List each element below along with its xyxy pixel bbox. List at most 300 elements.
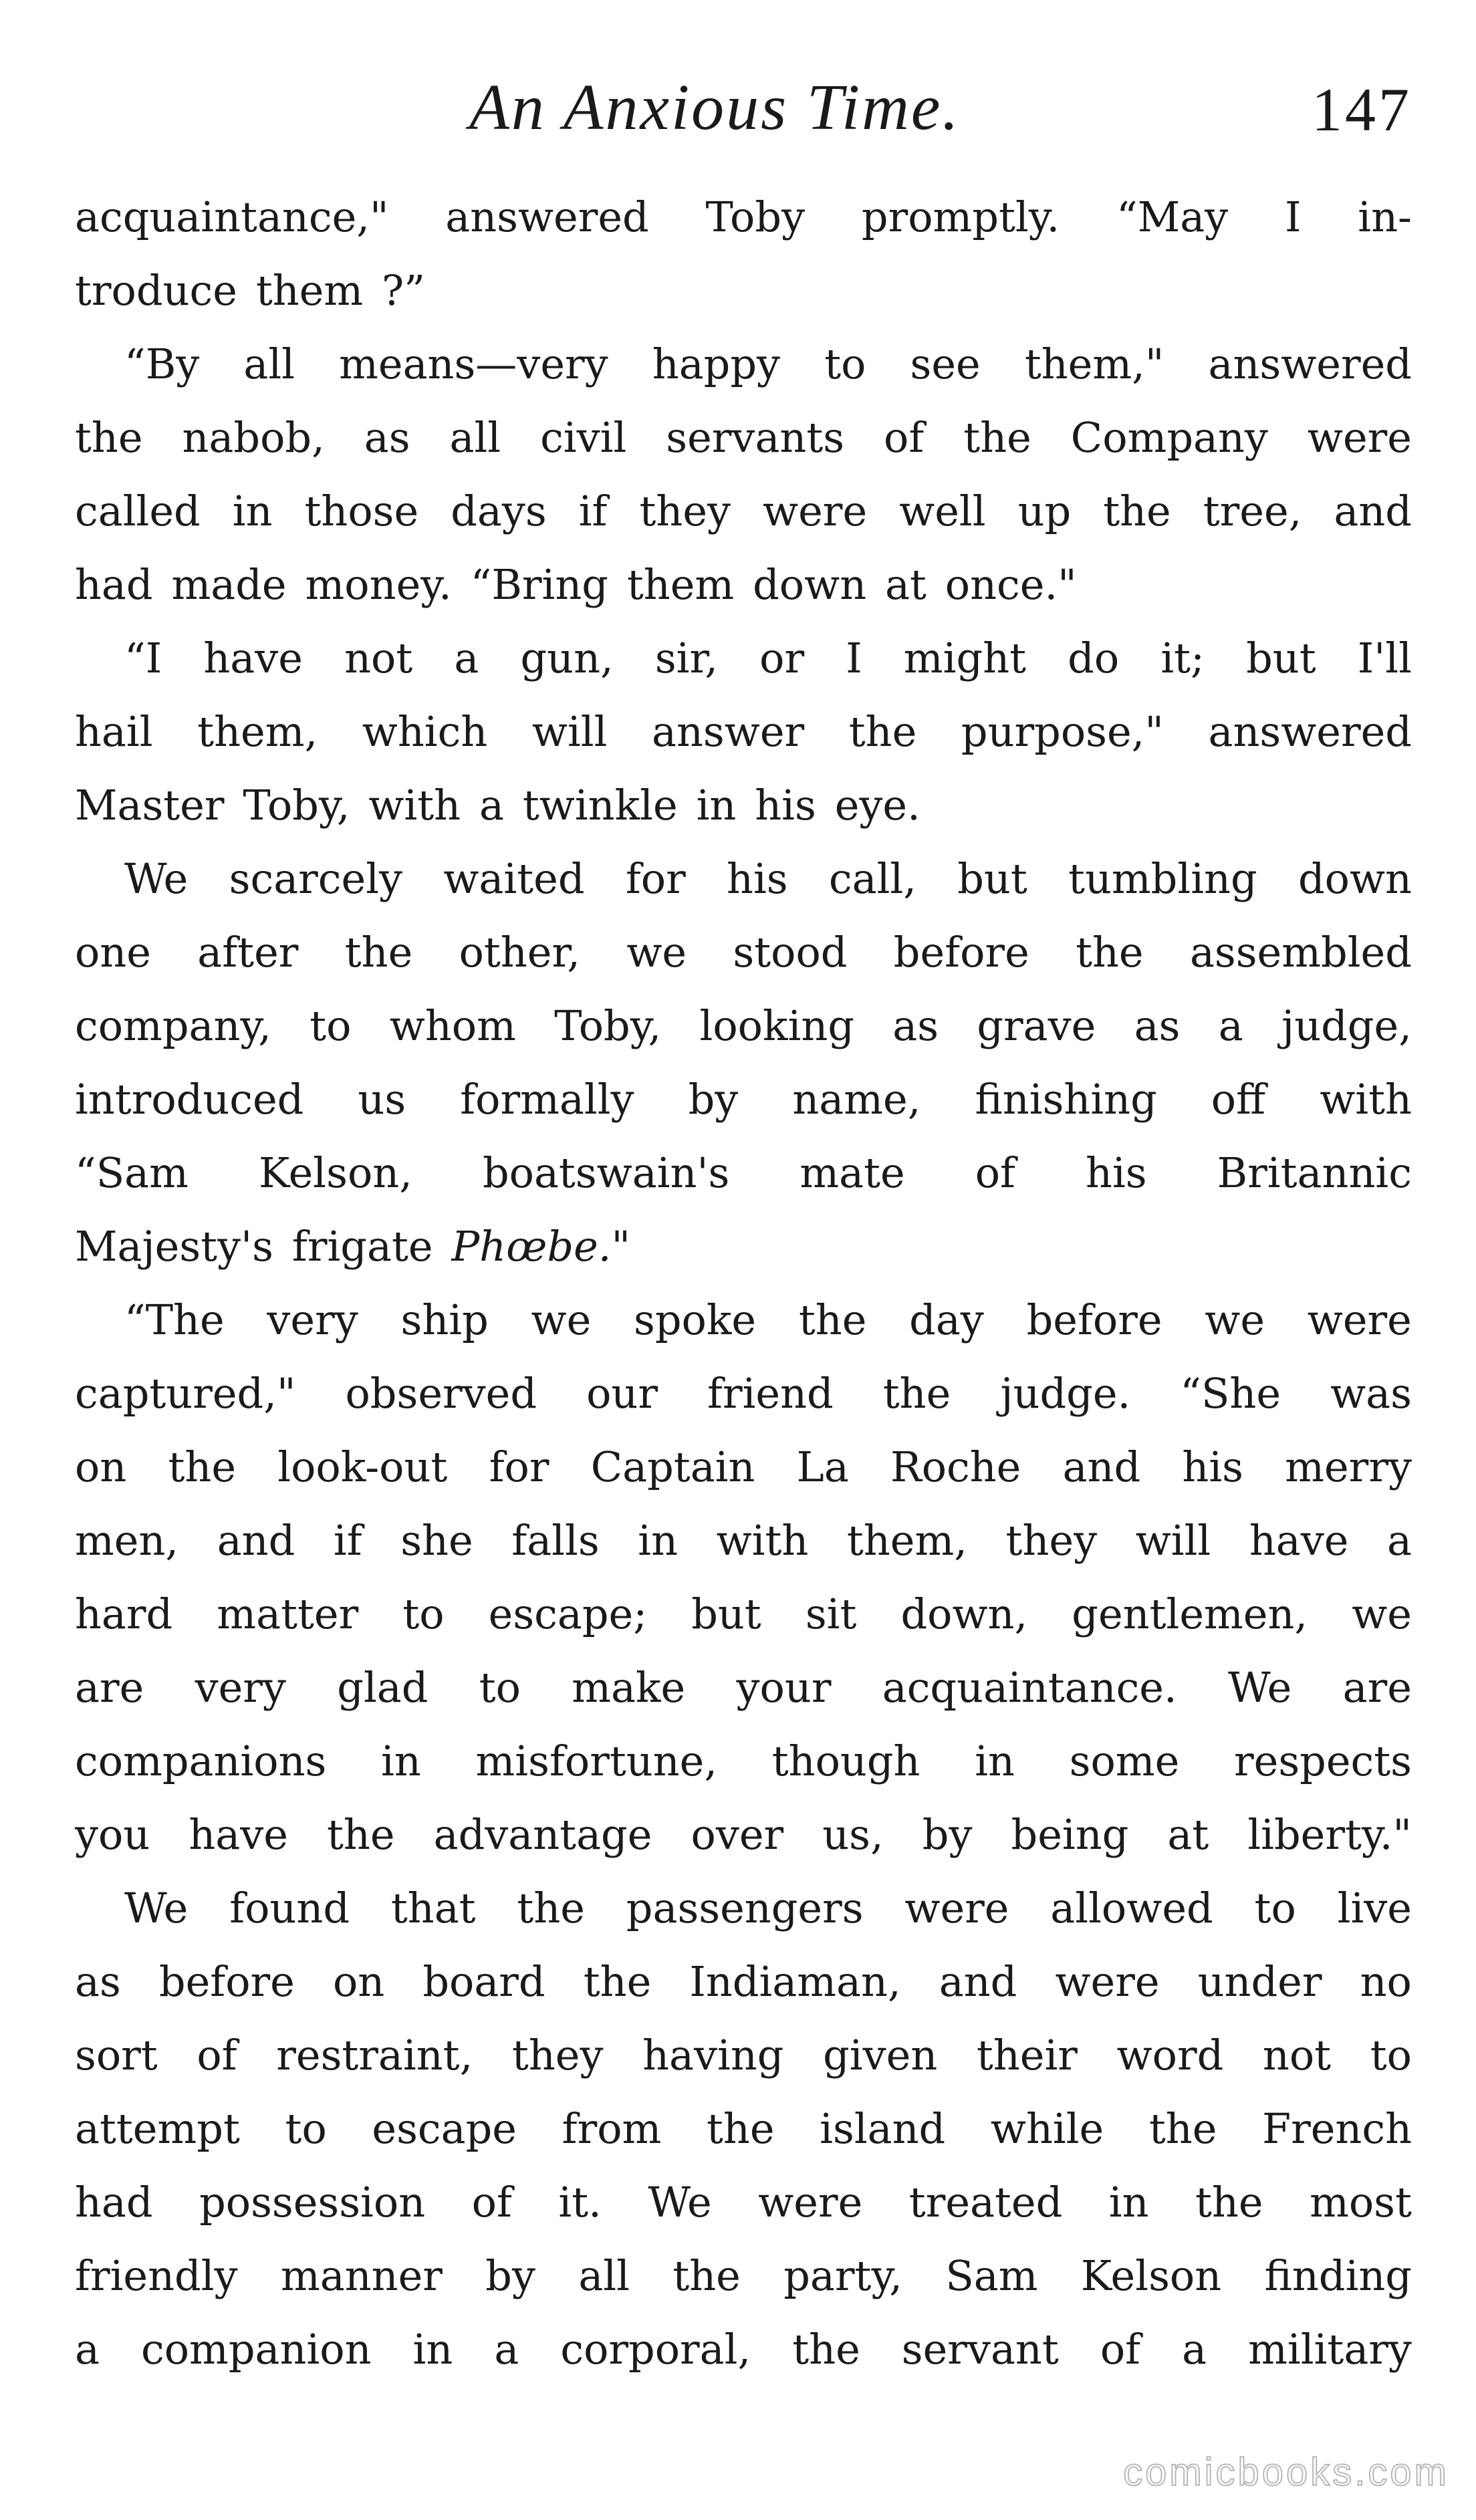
word: it; <box>1160 634 1205 682</box>
word: us, <box>822 1810 884 1859</box>
word: troduce <box>75 266 237 315</box>
word: some <box>1069 1737 1180 1785</box>
word: we <box>626 928 687 977</box>
word: the <box>706 2104 775 2153</box>
word: matter <box>217 1590 359 1638</box>
word: answered <box>1208 707 1412 756</box>
word: called <box>75 487 201 535</box>
text-line <box>75 989 1412 1063</box>
word: she <box>400 1516 473 1565</box>
word: given <box>823 2031 938 2080</box>
word: will <box>531 707 608 756</box>
word: call, <box>828 854 916 903</box>
word: formally <box>460 1075 634 1124</box>
word: hard <box>75 1590 173 1638</box>
word: of <box>471 2178 512 2227</box>
word: those <box>304 487 419 535</box>
word: Sam <box>945 2251 1038 2300</box>
word: days <box>451 487 547 535</box>
word: most <box>1310 2178 1412 2227</box>
word: look-out <box>277 1442 448 1491</box>
word: but <box>691 1590 761 1638</box>
word: introduced <box>75 1075 304 1124</box>
word: Indiaman, <box>689 1957 901 2006</box>
word: in <box>638 1516 678 1565</box>
page-number: 147 <box>1312 76 1412 144</box>
word: the <box>672 2251 741 2300</box>
word: “Sam <box>75 1148 189 1197</box>
book-page <box>75 0 1412 2520</box>
word: no <box>1360 1957 1412 2006</box>
text-line <box>75 2239 1412 2313</box>
word: to <box>285 2104 327 2153</box>
word: by <box>688 1075 739 1124</box>
word: the <box>517 1884 585 1932</box>
word: acquaintance," <box>75 193 389 241</box>
word: Company <box>1070 413 1268 462</box>
word: on <box>332 1957 385 2006</box>
word: attempt <box>75 2104 240 2153</box>
word: before <box>158 1957 295 2006</box>
word: companions <box>75 1737 327 1785</box>
word: we <box>1352 1590 1412 1638</box>
word: island <box>820 2104 946 2153</box>
word: were <box>758 2178 863 2227</box>
word: Toby <box>705 193 806 241</box>
word: ?” <box>382 266 425 315</box>
word: men, <box>75 1516 179 1565</box>
word: they <box>1005 1516 1098 1565</box>
word: respects <box>1234 1737 1412 1785</box>
word: gun, <box>520 634 614 682</box>
word: sir, <box>654 634 719 682</box>
word: in <box>381 1737 421 1785</box>
text-line <box>75 842 1412 916</box>
word: judge. <box>1000 1369 1131 1418</box>
word: answered <box>445 193 649 241</box>
word: the <box>1195 2178 1263 2227</box>
word: might <box>903 634 1027 682</box>
word: tree, <box>1203 487 1302 535</box>
word: company, <box>75 1001 271 1050</box>
word: from <box>562 2104 662 2153</box>
running-header <box>75 70 1412 150</box>
word: the <box>168 1442 237 1491</box>
word: the <box>1103 487 1171 535</box>
word: very <box>267 1295 358 1344</box>
word: servant <box>901 2325 1059 2374</box>
body-text <box>75 180 1412 2386</box>
word: boatswain's <box>482 1148 730 1197</box>
word: over <box>691 1810 784 1859</box>
word: the <box>798 1295 867 1344</box>
word: to <box>310 1001 352 1050</box>
word: “Bring <box>470 560 608 609</box>
word: of <box>975 1148 1015 1197</box>
word: them, <box>846 1516 967 1565</box>
word: as <box>892 1001 939 1050</box>
word: but <box>1246 634 1316 682</box>
word: “The <box>124 1295 225 1344</box>
word: La <box>796 1442 849 1491</box>
word: and <box>1334 487 1412 535</box>
word: Captain <box>590 1442 755 1491</box>
text-line <box>75 769 1412 842</box>
word: We <box>648 2178 712 2227</box>
word: being <box>1011 1810 1129 1859</box>
word: eye. <box>834 781 920 830</box>
word: twinkle <box>522 781 678 830</box>
word: after <box>197 928 299 977</box>
word: down <box>1298 854 1412 903</box>
word: friendly <box>75 2251 238 2300</box>
word: waited <box>443 854 585 903</box>
word: spoke <box>634 1295 757 1344</box>
word: them <box>626 560 735 609</box>
word: them <box>255 266 364 315</box>
word: we <box>1205 1295 1265 1344</box>
word: had <box>75 560 153 609</box>
word: if <box>578 487 608 535</box>
word: his <box>755 781 816 830</box>
word: observed <box>345 1369 537 1418</box>
word: have <box>1249 1516 1349 1565</box>
word: of <box>197 2031 237 2080</box>
word: “I <box>124 634 162 682</box>
text-line <box>75 1430 1412 1504</box>
word: before <box>1026 1295 1162 1344</box>
word: servants <box>666 413 845 462</box>
word: allowed <box>1050 1884 1213 1932</box>
text-line <box>75 1945 1412 2019</box>
word: for <box>625 854 686 903</box>
word: Phœbe." <box>451 1222 631 1271</box>
word: on <box>75 1442 127 1491</box>
word: as <box>364 413 410 462</box>
word: day <box>909 1295 984 1344</box>
word: treated <box>908 2178 1063 2227</box>
word: or <box>759 634 805 682</box>
word: his <box>727 854 788 903</box>
word: at <box>1167 1810 1209 1859</box>
word: the <box>327 1810 395 1859</box>
word: Britannic <box>1217 1148 1412 1197</box>
running-title: An Anxious Time. <box>469 72 961 144</box>
word: had <box>75 2178 153 2227</box>
word: will <box>1135 1516 1211 1565</box>
word: not <box>344 634 413 682</box>
word: are <box>1342 1663 1412 1712</box>
word: grave <box>977 1001 1096 1050</box>
text-line <box>75 1872 1412 1945</box>
word: restraint, <box>276 2031 473 2080</box>
word: in- <box>1358 193 1412 241</box>
word: see <box>910 340 981 388</box>
word: We <box>124 854 189 903</box>
word: with <box>716 1516 809 1565</box>
word: do <box>1068 634 1120 682</box>
text-line <box>75 1283 1412 1357</box>
word: and <box>939 1957 1017 2006</box>
word: a <box>494 2325 519 2374</box>
word: your <box>736 1663 832 1712</box>
word: happy <box>652 340 781 388</box>
text-line <box>75 1063 1412 1136</box>
word: answer <box>652 707 805 756</box>
word: money. <box>305 560 452 609</box>
word: merry <box>1285 1442 1412 1491</box>
word: We <box>1227 1663 1292 1712</box>
word: but <box>957 854 1027 903</box>
text-line <box>75 2313 1412 2386</box>
word: our <box>586 1369 658 1418</box>
word: all <box>578 2251 630 2300</box>
word: companion <box>141 2325 372 2374</box>
text-line <box>75 2092 1412 2166</box>
word: hail <box>75 707 153 756</box>
word: were <box>904 1884 1009 1932</box>
word: I'll <box>1357 634 1412 682</box>
word: with <box>1320 1075 1412 1124</box>
word: possession <box>199 2178 426 2227</box>
word: live <box>1337 1884 1412 1932</box>
word: having <box>642 2031 784 2080</box>
word: before <box>893 928 1029 977</box>
word: in <box>232 487 273 535</box>
word: we <box>531 1295 592 1344</box>
word: a <box>1218 1001 1243 1050</box>
word: purpose," <box>961 707 1164 756</box>
word: military <box>1248 2325 1412 2374</box>
text-line <box>75 1798 1412 1872</box>
text-line <box>75 916 1412 989</box>
word: are <box>75 1663 144 1712</box>
word: down, <box>900 1590 1028 1638</box>
watermark: comicbooks.com <box>1123 2450 1449 2494</box>
word: the <box>75 413 143 462</box>
text-line <box>75 328 1412 401</box>
word: were <box>1307 413 1412 462</box>
word: board <box>422 1957 545 2006</box>
word: corporal, <box>560 2325 751 2374</box>
word: a <box>1387 1516 1412 1565</box>
text-line <box>75 475 1412 548</box>
word: very <box>195 1663 286 1712</box>
word: of <box>884 413 925 462</box>
word: they <box>639 487 731 535</box>
word: once." <box>945 560 1077 609</box>
word: have <box>189 1810 288 1859</box>
text-line <box>75 1725 1412 1798</box>
word: frigate <box>291 1222 433 1271</box>
word: for <box>489 1442 549 1491</box>
word: promptly. <box>861 193 1060 241</box>
word: sit <box>805 1590 857 1638</box>
word: advantage <box>433 1810 652 1859</box>
word: the <box>848 707 917 756</box>
word: captured," <box>75 1369 296 1418</box>
word: his <box>1182 1442 1243 1491</box>
word: name, <box>792 1075 921 1124</box>
word: whom <box>389 1001 516 1050</box>
word: that <box>390 1884 476 1932</box>
text-line <box>75 548 1412 622</box>
word: in <box>1108 2178 1149 2227</box>
word: which <box>362 707 488 756</box>
text-line <box>75 2019 1412 2092</box>
word: not <box>1262 2031 1332 2080</box>
word: them," <box>1024 340 1164 388</box>
word: sort <box>75 2031 158 2080</box>
word: down <box>753 560 867 609</box>
word: Kelson <box>1080 2251 1222 2300</box>
word: to <box>824 340 866 388</box>
text-line <box>75 1578 1412 1651</box>
text-line <box>75 1504 1412 1578</box>
word: us <box>358 1075 406 1124</box>
word: Toby, <box>554 1001 662 1050</box>
word: a <box>75 2325 100 2374</box>
word: they <box>511 2031 604 2080</box>
word: friend <box>707 1369 834 1418</box>
word: falls <box>511 1516 600 1565</box>
word: were <box>763 487 868 535</box>
word: were <box>1307 1295 1412 1344</box>
word: in <box>696 781 737 830</box>
word: in <box>412 2325 453 2374</box>
word: party, <box>783 2251 902 2300</box>
word: at <box>885 560 927 609</box>
word: and <box>1062 1442 1141 1491</box>
word: looking <box>699 1001 855 1050</box>
word: scarcely <box>229 854 403 903</box>
text-line <box>75 180 1412 254</box>
word: in <box>975 1737 1015 1785</box>
word: one <box>75 928 151 977</box>
word: finding <box>1264 2251 1412 2300</box>
word: with <box>368 781 461 830</box>
word: all <box>243 340 295 388</box>
word: liberty." <box>1247 1810 1412 1859</box>
text-line <box>75 1651 1412 1725</box>
text-line <box>75 1210 1412 1283</box>
word: judge, <box>1281 1001 1412 1050</box>
word: escape; <box>488 1590 648 1638</box>
word: off <box>1211 1075 1266 1124</box>
word: the <box>882 1369 951 1418</box>
word: “May <box>1116 193 1229 241</box>
word: under <box>1197 1957 1322 2006</box>
word: other, <box>459 928 580 977</box>
word: escape <box>372 2104 517 2153</box>
word: by <box>485 2251 535 2300</box>
word: civil <box>540 413 627 462</box>
word: of <box>1100 2325 1141 2374</box>
word: ship <box>400 1295 489 1344</box>
word: a <box>479 781 504 830</box>
text-line <box>75 695 1412 769</box>
text-line <box>75 1357 1412 1430</box>
word: have <box>203 634 303 682</box>
word: means—very <box>339 340 608 388</box>
word: as <box>1134 1001 1181 1050</box>
word: the <box>792 2325 860 2374</box>
word: to <box>479 1663 521 1712</box>
word: word <box>1116 2031 1224 2080</box>
word: while <box>990 2104 1104 2153</box>
word: mate <box>800 1148 905 1197</box>
word: Toby, <box>243 781 350 830</box>
word: to <box>1370 2031 1412 2080</box>
word: as <box>75 1957 121 2006</box>
word: the <box>344 928 413 977</box>
text-line <box>75 254 1412 328</box>
word: acquaintance. <box>882 1663 1177 1712</box>
word: them, <box>197 707 318 756</box>
word: make <box>572 1663 686 1712</box>
word: stood <box>733 928 848 977</box>
word: misfortune, <box>475 1737 718 1785</box>
word: all <box>449 413 501 462</box>
word: up <box>1017 487 1072 535</box>
word: finishing <box>975 1075 1157 1124</box>
word: I <box>846 634 862 682</box>
word: if <box>333 1516 362 1565</box>
word: Master <box>75 781 225 830</box>
word: found <box>229 1884 350 1932</box>
word: were <box>1055 1957 1160 2006</box>
word: was <box>1330 1369 1412 1418</box>
word: nabob, <box>182 413 325 462</box>
word: Majesty's <box>75 1222 273 1271</box>
word: the <box>1148 2104 1217 2153</box>
word: “She <box>1180 1369 1281 1418</box>
text-line <box>75 2166 1412 2239</box>
word: his <box>1086 1148 1147 1197</box>
word: the <box>963 413 1031 462</box>
word: manner <box>280 2251 443 2300</box>
word: to <box>1254 1884 1296 1932</box>
word: Kelson, <box>258 1148 412 1197</box>
word: answered <box>1208 340 1412 388</box>
word: a <box>454 634 479 682</box>
word: the <box>583 1957 652 2006</box>
word: and <box>217 1516 295 1565</box>
word: though <box>771 1737 920 1785</box>
text-line <box>75 622 1412 695</box>
word: French <box>1262 2104 1412 2153</box>
word: made <box>171 560 287 609</box>
word: I <box>1284 193 1302 241</box>
word: We <box>124 1884 189 1932</box>
word: tumbling <box>1068 854 1257 903</box>
word: passengers <box>626 1884 864 1932</box>
word: you <box>75 1810 150 1859</box>
word: their <box>976 2031 1078 2080</box>
text-line <box>75 1136 1412 1210</box>
word: glad <box>337 1663 428 1712</box>
word: the <box>1076 928 1144 977</box>
word: it. <box>558 2178 602 2227</box>
word: to <box>402 1590 445 1638</box>
word: “By <box>124 340 200 388</box>
word: by <box>922 1810 973 1859</box>
word: gentlemen, <box>1072 1590 1308 1638</box>
word: Roche <box>890 1442 1021 1491</box>
word: a <box>1182 2325 1207 2374</box>
word: assembled <box>1189 928 1412 977</box>
text-line <box>75 401 1412 475</box>
